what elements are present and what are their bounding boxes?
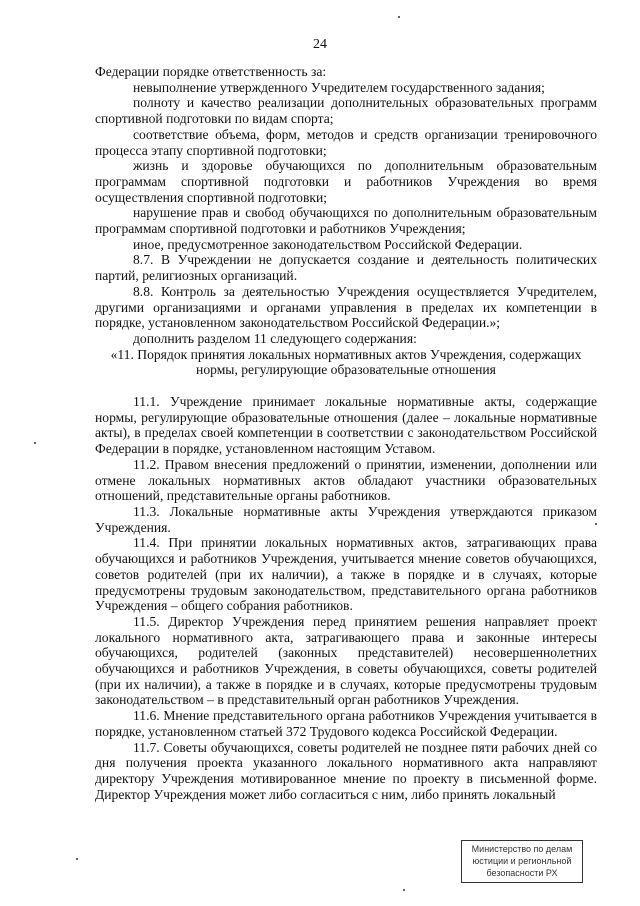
scan-speck xyxy=(595,523,597,525)
paragraph: 11.4. При принятии локальных нормативных актов, затрагивающих права обучающихся и работников Учреждения, учитывается мнение советов обучающихся, советов родителей (при их наличии), а также в порядке и в случаях, которые предусмотрены трудовым законодательством, представительного органа работников Учреждения – общего собрания работников. xyxy=(95,535,597,614)
stamp-line: безопасности РХ xyxy=(486,868,558,878)
section-heading: «11. Порядок принятия локальных нормативных актов Учреждения, содержащих нормы, регулирующие образовательные отношения xyxy=(110,346,582,378)
paragraph: 11.6. Мнение представительного органа работников Учреждения учитывается в порядке, установленном статьей 372 Трудового кодекса Российской Федерации. xyxy=(95,708,597,739)
scan-speck xyxy=(76,858,78,860)
paragraph: 8.8. Контроль за деятельностью Учреждения осуществляется Учредителем, другими организациями и органами управления в пределах их компетенции в порядке, установленном законодательством Российской Федерации.»; xyxy=(95,283,597,331)
paragraph: соответствие объема, форм, методов и средств организации тренировочного процесса этапу спортивной подготовки; xyxy=(95,126,597,158)
stamp-line: юстиции и регионльной xyxy=(472,856,572,866)
paragraph: 11.7. Советы обучающихся, советы родителей не позднее пяти рабочих дней со дня получения проекта указанного локального нормативного акта направляют директору Учреждения мотивированное мнение по проекту в письменной форме. Директор Учреждения может либо согласиться с ним, либо принять локальный xyxy=(95,739,597,802)
paragraph: 11.5. Директор Учреждения перед принятием решения направляет проект локального нормативного акта, затрагивающего права и законные интересы обучающихся, родителей (законных представителей) несовершеннолетних обучающихся и работников Учреждения, в советы обучающихся, советы родителей (при их наличии), а также в порядке и в случаях, которые предусмотрены трудовым законодательством – в представительный орган работников Учреждения. xyxy=(95,613,597,708)
paragraph: нарушение прав и свобод обучающихся по дополнительным образовательным программам спортивной подготовки и работников Учреждения; xyxy=(95,205,597,237)
registration-stamp xyxy=(461,840,583,883)
paragraph: дополнить разделом 11 следующего содержания: xyxy=(133,330,417,346)
document-body xyxy=(95,64,597,802)
paragraph: жизнь и здоровье обучающихся по дополнительным образовательным программам спортивной подготовки и работников Учреждения во время осуществления спортивной подготовки; xyxy=(95,158,597,205)
paragraph: 8.7. В Учреждении не допускается создание и деятельность политических партий, религиозных организаций. xyxy=(95,252,597,284)
stamp-line: Министерство по делам xyxy=(471,844,573,854)
paragraph: Федерации порядке ответственность за: xyxy=(95,64,327,79)
scan-speck xyxy=(34,442,36,444)
paragraph: 11.1. Учреждение принимает локальные нормативные акты, содержащие нормы, регулирующие образовательные отношения (далее – локальные нормативные акты), в пределах своей компетенции в соответствии с законодательством Российской Федерации в порядке, установленном настоящим Уставом. xyxy=(95,394,597,457)
paragraph: 11.3. Локальные нормативные акты Учреждения утверждаются приказом Учреждения. xyxy=(95,503,597,535)
paragraph: полноту и качество реализации дополнительных образовательных программ спортивной подготовки по видам спорта; xyxy=(95,95,597,127)
paragraph: иное, предусмотренное законодательством Российской Федерации. xyxy=(133,236,523,252)
scan-speck xyxy=(403,889,405,891)
scan-speck xyxy=(398,16,400,18)
paragraph: 11.2. Правом внесения предложений о принятии, изменении, дополнении или отмене локальных нормативных актов обладают участники образовательных отношений, представительные органы работников. xyxy=(95,456,597,504)
page-number: 24 xyxy=(313,37,327,52)
paragraph: невыполнение утвержденного Учредителем государственного задания; xyxy=(133,79,545,95)
